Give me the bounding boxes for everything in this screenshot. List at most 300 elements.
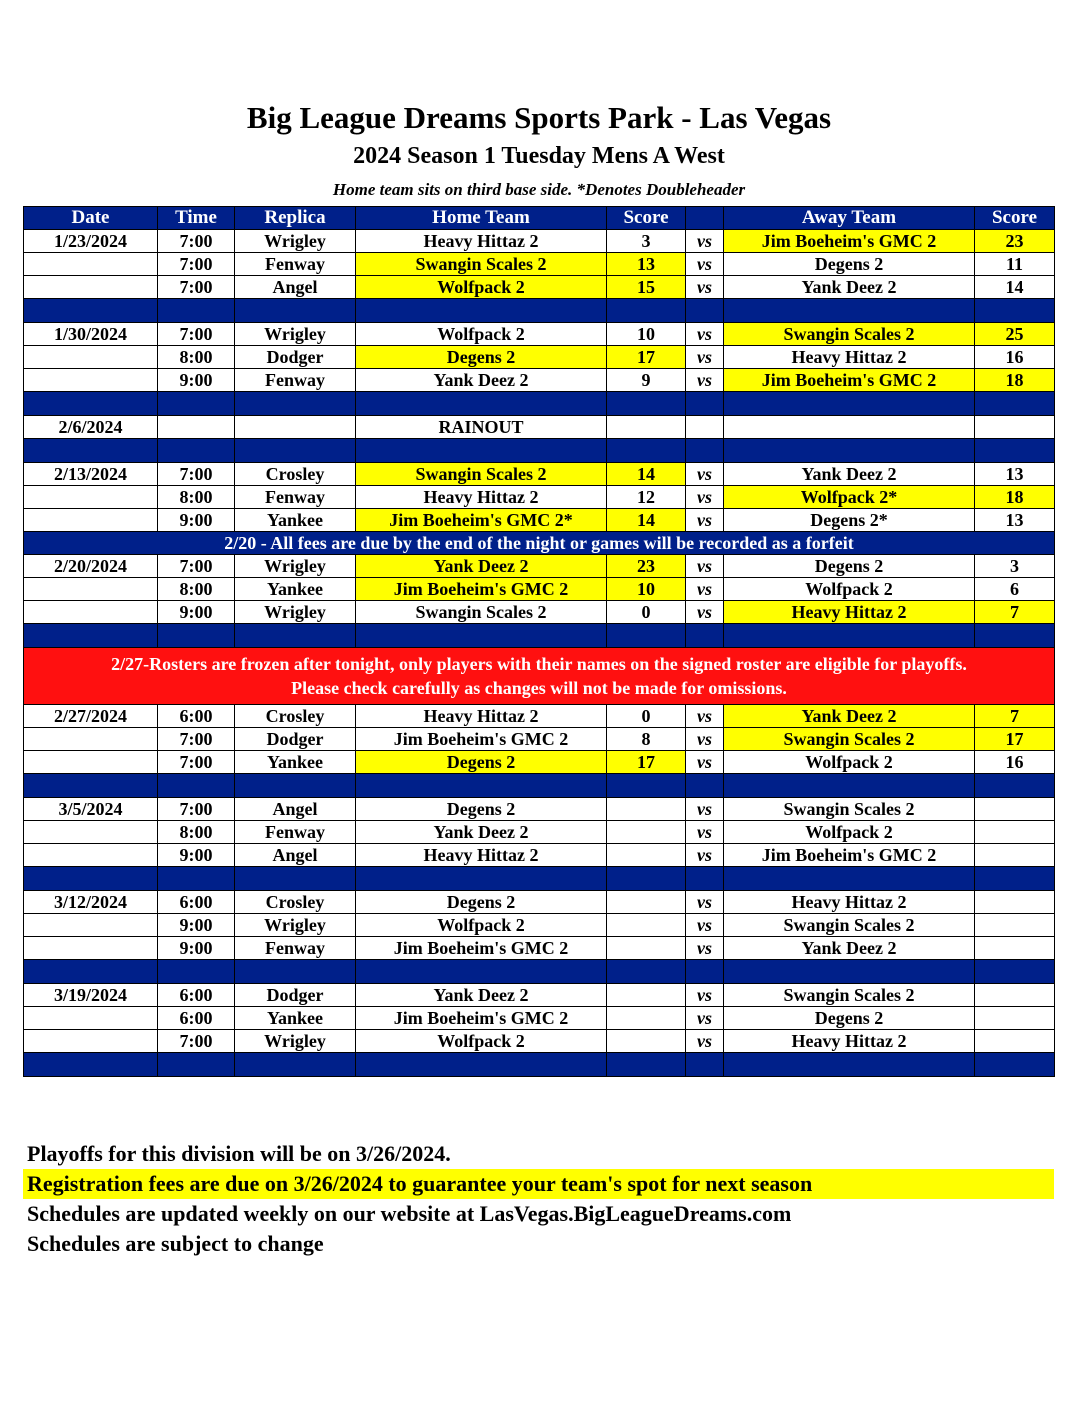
- vs-label: vs: [686, 601, 724, 624]
- home-score: 14: [607, 509, 686, 532]
- game-row: [24, 276, 1055, 299]
- game-time: 7:00: [158, 555, 235, 578]
- separator-cell: [235, 439, 356, 463]
- separator-cell: [724, 299, 975, 323]
- game-date: 3/12/2024: [24, 891, 158, 914]
- away-team: Jim Boeheim's GMC 2: [724, 230, 975, 253]
- game-date: [24, 486, 158, 509]
- game-replica: Angel: [235, 844, 356, 867]
- home-score: 3: [607, 230, 686, 253]
- game-time: 7:00: [158, 1030, 235, 1053]
- home-team: Degens 2: [356, 891, 607, 914]
- away-team: Wolfpack 2*: [724, 486, 975, 509]
- game-row: [24, 416, 1055, 439]
- home-score: 8: [607, 728, 686, 751]
- separator-cell: [686, 439, 724, 463]
- separator-cell: [24, 299, 158, 323]
- vs-label: vs: [686, 705, 724, 728]
- game-replica: [235, 416, 356, 439]
- separator-cell: [356, 960, 607, 984]
- separator-cell: [686, 624, 724, 648]
- vs-label: vs: [686, 346, 724, 369]
- game-time: [158, 416, 235, 439]
- vs-label: vs: [686, 891, 724, 914]
- separator-cell: [686, 867, 724, 891]
- separator-cell: [158, 774, 235, 798]
- game-row: [24, 891, 1055, 914]
- vs-label: vs: [686, 578, 724, 601]
- separator-cell: [686, 1053, 724, 1077]
- game-time: 9:00: [158, 844, 235, 867]
- separator-row: [24, 774, 1055, 798]
- away-score: 17: [975, 728, 1055, 751]
- game-replica: Crosley: [235, 463, 356, 486]
- separator-cell: [686, 960, 724, 984]
- home-team: Jim Boeheim's GMC 2*: [356, 509, 607, 532]
- game-date: [24, 253, 158, 276]
- home-score: [607, 821, 686, 844]
- away-score: 13: [975, 509, 1055, 532]
- away-score: 7: [975, 705, 1055, 728]
- vs-label: vs: [686, 1030, 724, 1053]
- home-team: Degens 2: [356, 751, 607, 774]
- vs-label: vs: [686, 369, 724, 392]
- home-team: Heavy Hittaz 2: [356, 486, 607, 509]
- separator-cell: [356, 624, 607, 648]
- game-replica: Yankee: [235, 509, 356, 532]
- game-date: 1/23/2024: [24, 230, 158, 253]
- home-team: Wolfpack 2: [356, 276, 607, 299]
- vs-label: vs: [686, 1007, 724, 1030]
- game-time: 7:00: [158, 230, 235, 253]
- vs-label: vs: [686, 486, 724, 509]
- away-team: Degens 2*: [724, 509, 975, 532]
- game-row: [24, 751, 1055, 774]
- roster-notice: [24, 648, 1055, 705]
- vs-label: vs: [686, 555, 724, 578]
- separator-cell: [975, 1053, 1055, 1077]
- vs-label: vs: [686, 253, 724, 276]
- separator-cell: [607, 392, 686, 416]
- separator-cell: [607, 299, 686, 323]
- game-date: [24, 751, 158, 774]
- game-replica: Fenway: [235, 253, 356, 276]
- away-score: [975, 1007, 1055, 1030]
- home-score: [607, 1030, 686, 1053]
- home-team: Jim Boeheim's GMC 2: [356, 578, 607, 601]
- header-home-score: Score: [607, 207, 686, 230]
- away-team: Jim Boeheim's GMC 2: [724, 844, 975, 867]
- game-row: [24, 984, 1055, 1007]
- game-row: [24, 705, 1055, 728]
- away-score: 6: [975, 578, 1055, 601]
- game-time: 9:00: [158, 914, 235, 937]
- home-score: 12: [607, 486, 686, 509]
- game-row: [24, 463, 1055, 486]
- game-date: [24, 578, 158, 601]
- separator-cell: [158, 960, 235, 984]
- vs-label: vs: [686, 844, 724, 867]
- game-replica: Wrigley: [235, 323, 356, 346]
- game-date: [24, 821, 158, 844]
- website-note: Schedules are updated weekly on our website at LasVegas.BigLeagueDreams.com: [27, 1201, 792, 1226]
- separator-cell: [158, 392, 235, 416]
- header-date: Date: [24, 207, 158, 230]
- separator-cell: [975, 624, 1055, 648]
- away-score: [975, 1030, 1055, 1053]
- separator-cell: [235, 960, 356, 984]
- game-row: [24, 821, 1055, 844]
- roster-notice-line2: Please check carefully as changes will not be made for omissions.: [291, 678, 787, 698]
- separator-row: [24, 392, 1055, 416]
- home-team: Wolfpack 2: [356, 914, 607, 937]
- home-score: 17: [607, 751, 686, 774]
- away-score: [975, 891, 1055, 914]
- away-team: Degens 2: [724, 1007, 975, 1030]
- game-row: [24, 253, 1055, 276]
- vs-label: vs: [686, 323, 724, 346]
- separator-cell: [24, 439, 158, 463]
- game-replica: Angel: [235, 798, 356, 821]
- home-score: 0: [607, 705, 686, 728]
- away-score: 3: [975, 555, 1055, 578]
- game-replica: Angel: [235, 276, 356, 299]
- vs-label: vs: [686, 984, 724, 1007]
- away-score: [975, 416, 1055, 439]
- game-time: 9:00: [158, 369, 235, 392]
- separator-cell: [975, 392, 1055, 416]
- registration-note-text: Registration fees are due on 3/26/2024 to guarantee your team's spot for next season: [27, 1171, 813, 1196]
- home-score: 13: [607, 253, 686, 276]
- away-score: [975, 844, 1055, 867]
- game-row: [24, 230, 1055, 253]
- game-time: 7:00: [158, 798, 235, 821]
- separator-cell: [975, 299, 1055, 323]
- game-replica: Fenway: [235, 821, 356, 844]
- home-score: 10: [607, 323, 686, 346]
- separator-cell: [975, 960, 1055, 984]
- away-team: Swangin Scales 2: [724, 728, 975, 751]
- home-score: [607, 914, 686, 937]
- schedule-table: [23, 206, 1055, 1077]
- separator-cell: [158, 439, 235, 463]
- home-team: Jim Boeheim's GMC 2: [356, 1007, 607, 1030]
- away-score: 13: [975, 463, 1055, 486]
- separator-cell: [607, 774, 686, 798]
- page-title: Big League Dreams Sports Park - Las Vegas: [246, 100, 832, 135]
- away-team: Heavy Hittaz 2: [724, 346, 975, 369]
- game-replica: Crosley: [235, 891, 356, 914]
- game-date: 2/6/2024: [24, 416, 158, 439]
- separator-cell: [356, 299, 607, 323]
- header-replica: Replica: [235, 207, 356, 230]
- game-replica: Dodger: [235, 728, 356, 751]
- game-date: [24, 346, 158, 369]
- game-row: [24, 509, 1055, 532]
- game-date: [24, 509, 158, 532]
- game-date: [24, 728, 158, 751]
- game-date: 3/19/2024: [24, 984, 158, 1007]
- game-replica: Wrigley: [235, 601, 356, 624]
- game-date: 2/13/2024: [24, 463, 158, 486]
- separator-cell: [607, 960, 686, 984]
- separator-cell: [158, 867, 235, 891]
- home-team: Yank Deez 2: [356, 821, 607, 844]
- home-team: Swangin Scales 2: [356, 253, 607, 276]
- game-replica: Yankee: [235, 1007, 356, 1030]
- game-row: [24, 798, 1055, 821]
- fee-notice-row: [24, 532, 1055, 555]
- separator-cell: [724, 774, 975, 798]
- home-score: 17: [607, 346, 686, 369]
- separator-cell: [235, 774, 356, 798]
- game-replica: Dodger: [235, 984, 356, 1007]
- away-team: Wolfpack 2: [724, 578, 975, 601]
- separator-cell: [724, 439, 975, 463]
- away-team: [724, 416, 975, 439]
- game-time: 6:00: [158, 1007, 235, 1030]
- away-team: Swangin Scales 2: [724, 323, 975, 346]
- vs-label: vs: [686, 463, 724, 486]
- separator-cell: [724, 1053, 975, 1077]
- away-score: [975, 914, 1055, 937]
- home-score: [607, 937, 686, 960]
- game-replica: Fenway: [235, 369, 356, 392]
- game-replica: Fenway: [235, 486, 356, 509]
- game-date: [24, 369, 158, 392]
- home-score: 9: [607, 369, 686, 392]
- separator-cell: [975, 774, 1055, 798]
- game-time: 8:00: [158, 346, 235, 369]
- away-team: Yank Deez 2: [724, 276, 975, 299]
- game-date: [24, 601, 158, 624]
- game-replica: Dodger: [235, 346, 356, 369]
- game-time: 7:00: [158, 751, 235, 774]
- game-date: [24, 914, 158, 937]
- away-score: 16: [975, 751, 1055, 774]
- vs-label: vs: [686, 821, 724, 844]
- away-team: Swangin Scales 2: [724, 914, 975, 937]
- home-score: [607, 798, 686, 821]
- game-replica: Wrigley: [235, 230, 356, 253]
- header-home-team: Home Team: [356, 207, 607, 230]
- game-replica: Wrigley: [235, 555, 356, 578]
- game-time: 7:00: [158, 276, 235, 299]
- home-team: Heavy Hittaz 2: [356, 844, 607, 867]
- separator-cell: [607, 867, 686, 891]
- separator-cell: [24, 774, 158, 798]
- away-score: 11: [975, 253, 1055, 276]
- vs-label: vs: [686, 914, 724, 937]
- away-score: [975, 984, 1055, 1007]
- game-time: 6:00: [158, 984, 235, 1007]
- separator-row: [24, 867, 1055, 891]
- separator-cell: [356, 867, 607, 891]
- away-score: [975, 821, 1055, 844]
- vs-label: vs: [686, 276, 724, 299]
- home-team: Degens 2: [356, 798, 607, 821]
- change-note: Schedules are subject to change: [27, 1231, 324, 1256]
- game-replica: Crosley: [235, 705, 356, 728]
- game-time: 9:00: [158, 509, 235, 532]
- game-row: [24, 578, 1055, 601]
- away-team: Jim Boeheim's GMC 2: [724, 369, 975, 392]
- separator-cell: [356, 439, 607, 463]
- vs-label: vs: [686, 937, 724, 960]
- roster-notice-row: [24, 648, 1055, 705]
- separator-cell: [724, 624, 975, 648]
- away-team: Yank Deez 2: [724, 705, 975, 728]
- separator-cell: [235, 867, 356, 891]
- away-team: Yank Deez 2: [724, 937, 975, 960]
- away-score: [975, 798, 1055, 821]
- game-date: [24, 937, 158, 960]
- separator-row: [24, 624, 1055, 648]
- separator-cell: [24, 1053, 158, 1077]
- separator-cell: [235, 299, 356, 323]
- game-replica: Fenway: [235, 937, 356, 960]
- separator-row: [24, 299, 1055, 323]
- separator-cell: [158, 299, 235, 323]
- game-row: [24, 1007, 1055, 1030]
- game-time: 7:00: [158, 323, 235, 346]
- home-team: Degens 2: [356, 346, 607, 369]
- roster-notice-line1: 2/27-Rosters are frozen after tonight, only players with their names on the signed roster are eligible for playoffs.: [111, 654, 967, 674]
- away-score: 25: [975, 323, 1055, 346]
- schedule-note: Home team sits on third base side. *Denotes Doubleheader: [332, 180, 746, 199]
- game-row: [24, 914, 1055, 937]
- game-date: 2/20/2024: [24, 555, 158, 578]
- separator-cell: [975, 867, 1055, 891]
- game-date: [24, 1030, 158, 1053]
- registration-note: [23, 1169, 1054, 1199]
- playoffs-note: Playoffs for this division will be on 3/26/2024.: [27, 1141, 451, 1166]
- game-row: [24, 346, 1055, 369]
- away-team: Yank Deez 2: [724, 463, 975, 486]
- away-team: Swangin Scales 2: [724, 798, 975, 821]
- separator-row: [24, 1053, 1055, 1077]
- home-team: Jim Boeheim's GMC 2: [356, 728, 607, 751]
- game-row: [24, 1030, 1055, 1053]
- game-date: [24, 1007, 158, 1030]
- home-score: 10: [607, 578, 686, 601]
- away-score: [975, 937, 1055, 960]
- header-away-team: Away Team: [724, 207, 975, 230]
- separator-cell: [235, 624, 356, 648]
- game-time: 7:00: [158, 253, 235, 276]
- home-score: [607, 844, 686, 867]
- table-header-row: [24, 207, 1055, 230]
- separator-cell: [607, 1053, 686, 1077]
- home-score: 23: [607, 555, 686, 578]
- separator-cell: [356, 774, 607, 798]
- home-score: [607, 416, 686, 439]
- home-team: RAINOUT: [356, 416, 607, 439]
- away-score: 16: [975, 346, 1055, 369]
- home-team: Yank Deez 2: [356, 369, 607, 392]
- separator-cell: [686, 774, 724, 798]
- home-team: Heavy Hittaz 2: [356, 230, 607, 253]
- away-team: Degens 2: [724, 555, 975, 578]
- away-team: Wolfpack 2: [724, 751, 975, 774]
- vs-label: vs: [686, 751, 724, 774]
- fee-notice: 2/20 - All fees are due by the end of the night or games will be recorded as a forfeit: [24, 532, 1055, 555]
- separator-cell: [24, 624, 158, 648]
- separator-cell: [356, 1053, 607, 1077]
- home-team: Wolfpack 2: [356, 323, 607, 346]
- game-time: 7:00: [158, 463, 235, 486]
- away-team: Swangin Scales 2: [724, 984, 975, 1007]
- home-score: [607, 891, 686, 914]
- vs-label: vs: [686, 798, 724, 821]
- away-score: 18: [975, 486, 1055, 509]
- away-team: Heavy Hittaz 2: [724, 1030, 975, 1053]
- away-score: 7: [975, 601, 1055, 624]
- separator-cell: [235, 392, 356, 416]
- away-score: 14: [975, 276, 1055, 299]
- home-team: Yank Deez 2: [356, 555, 607, 578]
- game-time: 9:00: [158, 937, 235, 960]
- game-date: [24, 844, 158, 867]
- separator-cell: [235, 1053, 356, 1077]
- separator-cell: [686, 299, 724, 323]
- game-time: 8:00: [158, 486, 235, 509]
- separator-row: [24, 960, 1055, 984]
- separator-cell: [607, 439, 686, 463]
- page-subtitle: 2024 Season 1 Tuesday Mens A West: [353, 143, 725, 169]
- game-time: 6:00: [158, 705, 235, 728]
- game-time: 6:00: [158, 891, 235, 914]
- header-vs: [686, 207, 724, 230]
- separator-cell: [724, 867, 975, 891]
- game-row: [24, 937, 1055, 960]
- game-row: [24, 323, 1055, 346]
- home-score: [607, 1007, 686, 1030]
- game-date: 2/27/2024: [24, 705, 158, 728]
- game-row: [24, 555, 1055, 578]
- separator-cell: [686, 392, 724, 416]
- home-team: Jim Boeheim's GMC 2: [356, 937, 607, 960]
- separator-cell: [158, 624, 235, 648]
- separator-cell: [356, 392, 607, 416]
- vs-label: vs: [686, 509, 724, 532]
- vs-label: [686, 416, 724, 439]
- separator-row: [24, 439, 1055, 463]
- away-team: Heavy Hittaz 2: [724, 601, 975, 624]
- game-row: [24, 844, 1055, 867]
- home-team: Heavy Hittaz 2: [356, 705, 607, 728]
- away-team: Heavy Hittaz 2: [724, 891, 975, 914]
- away-team: Degens 2: [724, 253, 975, 276]
- header-time: Time: [158, 207, 235, 230]
- separator-cell: [724, 392, 975, 416]
- home-score: 15: [607, 276, 686, 299]
- game-time: 9:00: [158, 601, 235, 624]
- game-replica: Wrigley: [235, 914, 356, 937]
- separator-cell: [724, 960, 975, 984]
- game-time: 8:00: [158, 821, 235, 844]
- game-date: 3/5/2024: [24, 798, 158, 821]
- home-score: 14: [607, 463, 686, 486]
- away-score: 18: [975, 369, 1055, 392]
- vs-label: vs: [686, 728, 724, 751]
- game-time: 7:00: [158, 728, 235, 751]
- game-row: [24, 369, 1055, 392]
- separator-cell: [607, 624, 686, 648]
- game-replica: Wrigley: [235, 1030, 356, 1053]
- home-team: Wolfpack 2: [356, 1030, 607, 1053]
- separator-cell: [158, 1053, 235, 1077]
